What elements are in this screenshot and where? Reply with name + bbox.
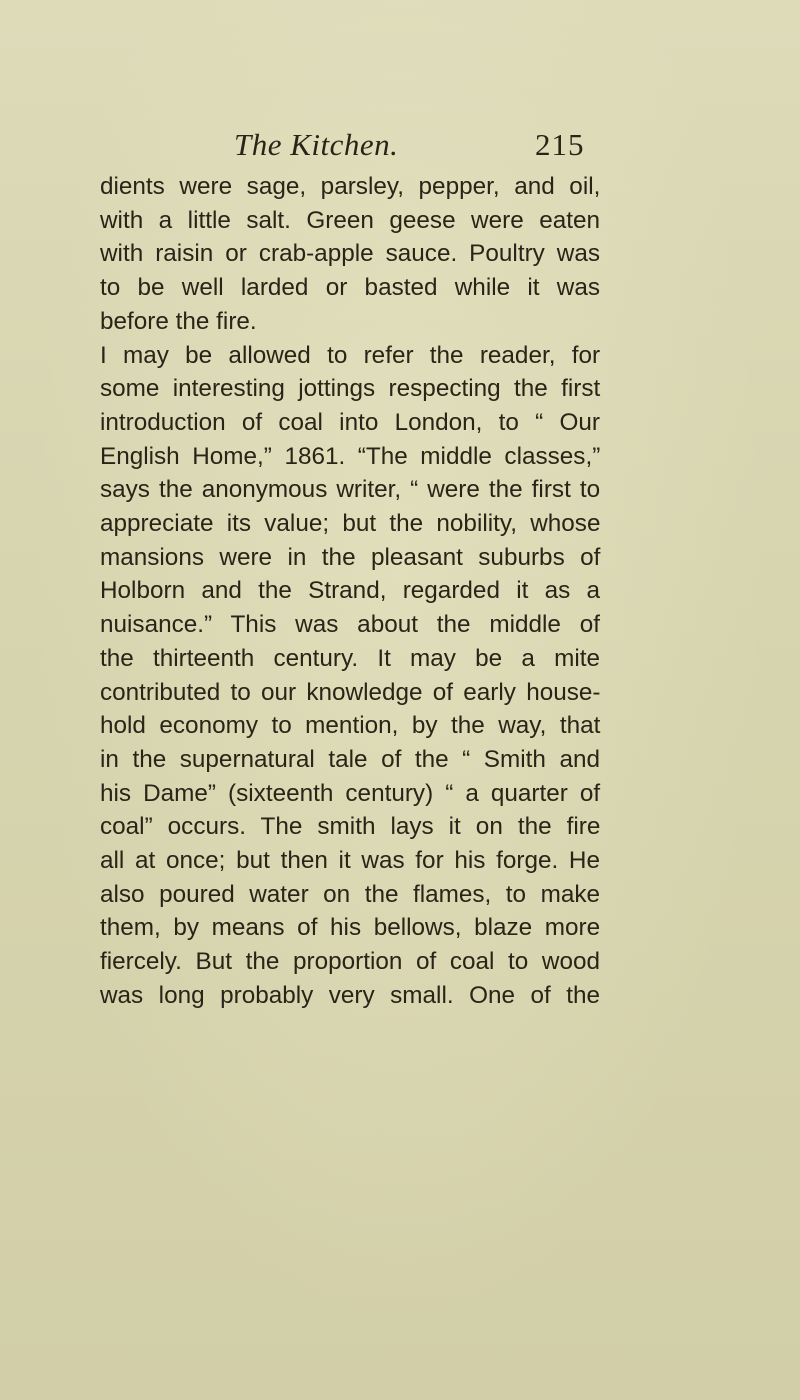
text-line: before the fire.	[100, 307, 257, 335]
text-line: introduction of coal into London, to “ Our	[100, 408, 600, 436]
text-line: also poured water on the flames, to make	[100, 880, 600, 908]
text-line: all at once; but then it was for his forge. He	[100, 847, 600, 875]
text-line: the thirteenth century. It may be a mite	[100, 644, 600, 672]
text-line: says the anonymous writer, “ were the first to	[100, 476, 601, 504]
page-number: 215	[535, 127, 585, 162]
page-header	[0, 127, 800, 167]
text-line: Holborn and the Strand, regarded it as a	[100, 577, 600, 605]
text-line: fiercely. But the proportion of coal to wood	[100, 948, 600, 976]
text-line: with a little salt. Green geese were eaten	[100, 206, 600, 234]
text-line: I may be allowed to refer the reader, for	[100, 341, 601, 369]
running-title: The Kitchen.	[234, 127, 399, 162]
body-text	[100, 170, 600, 1013]
text-line: mansions were in the pleasant suburbs of	[100, 543, 601, 571]
text-line: contributed to our knowledge of early house-	[100, 678, 601, 706]
text-line: his Dame” (sixteenth century) “ a quarter of	[100, 779, 601, 807]
text-line: hold economy to mention, by the way, that	[100, 712, 601, 740]
text-line: them, by means of his bellows, blaze more	[100, 914, 601, 942]
text-line: with raisin or crab-apple sauce. Poultry was	[100, 240, 600, 268]
text-line: in the supernatural tale of the “ Smith and	[100, 745, 600, 773]
text-line: was long probably very small. One of the	[100, 981, 600, 1009]
text-line: English Home,” 1861. “The middle classes,”	[100, 442, 601, 470]
text-line: appreciate its value; but the nobility, whose	[100, 510, 601, 538]
text-line: to be well larded or basted while it was	[100, 274, 600, 302]
text-line: dients were sage, parsley, pepper, and oil,	[100, 173, 601, 200]
text-line: some interesting jottings respecting the first	[100, 375, 601, 403]
text-line: nuisance.” This was about the middle of	[100, 611, 600, 639]
text-line: coal” occurs. The smith lays it on the fire	[100, 813, 601, 841]
